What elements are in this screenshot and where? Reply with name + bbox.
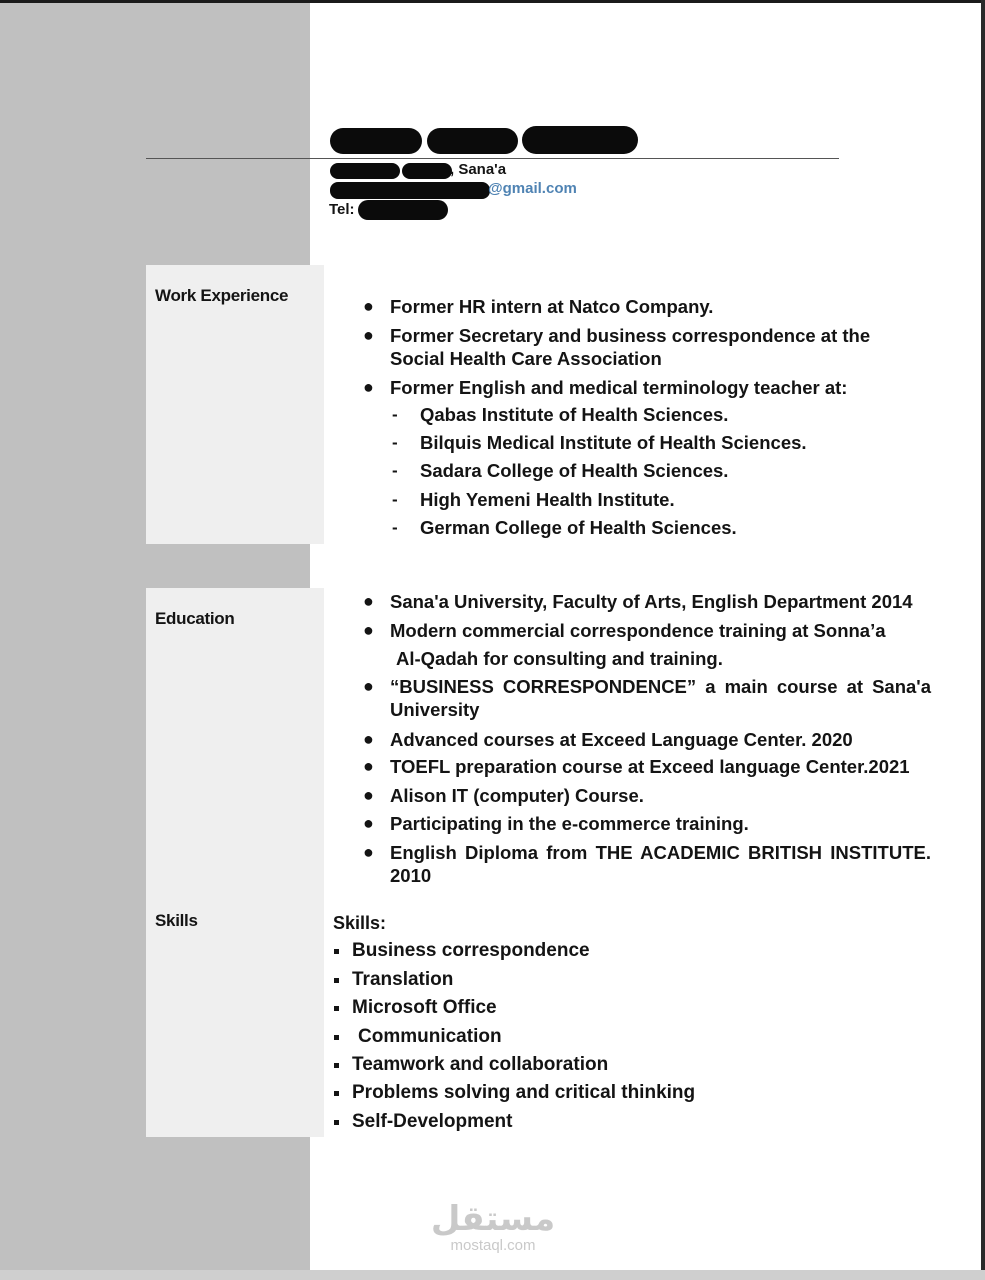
bullet-icon: ● xyxy=(363,785,374,805)
bullet-icon: ● xyxy=(363,842,374,862)
dash-icon: - xyxy=(392,518,398,537)
education-item: English Diploma from THE ACADEMIC BRITISH INSTITUTE. 2010 xyxy=(390,842,931,886)
bullet-icon: ● xyxy=(363,296,374,316)
watermark-site: mostaql.com xyxy=(450,1237,536,1254)
work-sub-item: Sadara College of Health Sciences. xyxy=(420,460,729,481)
square-bullet-icon xyxy=(334,1120,339,1125)
work-sub-item: High Yemeni Health Institute. xyxy=(420,489,675,510)
bullet-icon: ● xyxy=(363,756,374,776)
skill-item: Problems solving and critical thinking xyxy=(352,1082,696,1103)
page-bottom-band xyxy=(0,1270,985,1280)
bullet-icon: ● xyxy=(363,813,374,833)
skill-item: Teamwork and collaboration xyxy=(352,1054,609,1075)
education-item-continuation: Al-Qadah for consulting and training. xyxy=(396,648,723,669)
skill-item: Microsoft Office xyxy=(352,997,497,1018)
work-item: Former English and medical terminology teacher at: xyxy=(390,377,848,398)
square-bullet-icon xyxy=(334,1006,339,1011)
square-bullet-icon xyxy=(334,949,339,954)
bullet-icon: ● xyxy=(363,377,374,397)
bullet-icon: ● xyxy=(363,676,374,696)
mostaql-watermark xyxy=(430,1200,556,1254)
dash-icon: - xyxy=(392,405,398,424)
work-sub-item: German College of Health Sciences. xyxy=(420,517,737,538)
square-bullet-icon xyxy=(334,1035,339,1040)
email-link[interactable]: @gmail.com xyxy=(488,180,577,197)
redacted-address-part-2 xyxy=(402,163,452,179)
page-right-border xyxy=(981,0,985,1280)
skills-heading: Skills: xyxy=(333,913,387,933)
tel-label: Tel: xyxy=(329,201,355,218)
skills-label: Skills xyxy=(155,911,198,930)
watermark-logo: مستقل xyxy=(430,1199,556,1239)
skill-item: Business correspondence xyxy=(352,940,590,961)
education-item: TOEFL preparation course at Exceed language Center.2021 xyxy=(390,756,910,777)
dash-icon: - xyxy=(392,490,398,509)
work-item: Former Secretary and business correspondence at the Social Health Care Association xyxy=(390,325,871,369)
redacted-email xyxy=(330,182,490,199)
skill-item: Self-Development xyxy=(352,1111,513,1132)
redacted-name-part-3 xyxy=(522,126,638,154)
work-experience-panel xyxy=(146,265,324,544)
education-item: Sana'a University, Faculty of Arts, English Department 2014 xyxy=(390,591,913,612)
bullet-icon: ● xyxy=(363,620,374,640)
education-item: “BUSINESS CORRESPONDENCE” a main course at Sana'a University xyxy=(390,676,931,720)
skill-item: Translation xyxy=(352,969,454,990)
bullet-icon: ● xyxy=(363,729,374,749)
square-bullet-icon xyxy=(334,1063,339,1068)
education-label: Education xyxy=(155,609,235,628)
bullet-icon: ● xyxy=(363,325,374,345)
redacted-phone xyxy=(358,200,448,220)
education-item: Participating in the e-commerce training. xyxy=(390,813,749,834)
bullet-icon: ● xyxy=(363,591,374,611)
work-sub-item: Bilquis Medical Institute of Health Sciences. xyxy=(420,432,807,453)
redacted-name-part-1 xyxy=(330,128,422,154)
dash-icon: - xyxy=(392,433,398,452)
work-experience-label: Work Experience xyxy=(155,286,289,305)
dash-icon: - xyxy=(392,461,398,480)
work-item: Former HR intern at Natco Company. xyxy=(390,296,714,317)
skill-item: Communication xyxy=(358,1026,502,1047)
square-bullet-icon xyxy=(334,1091,339,1096)
education-skills-panel xyxy=(146,588,324,1137)
education-item: Modern commercial correspondence training at Sonna’a xyxy=(390,620,886,641)
address-text: , Sana'a xyxy=(450,161,507,178)
education-item: Advanced courses at Exceed Language Center. 2020 xyxy=(390,729,853,750)
redacted-name-part-2 xyxy=(427,128,518,154)
education-item: Alison IT (computer) Course. xyxy=(390,785,644,806)
square-bullet-icon xyxy=(334,978,339,983)
header-divider xyxy=(146,158,839,159)
work-sub-item: Qabas Institute of Health Sciences. xyxy=(420,404,729,425)
redacted-address-part-1 xyxy=(330,163,400,179)
